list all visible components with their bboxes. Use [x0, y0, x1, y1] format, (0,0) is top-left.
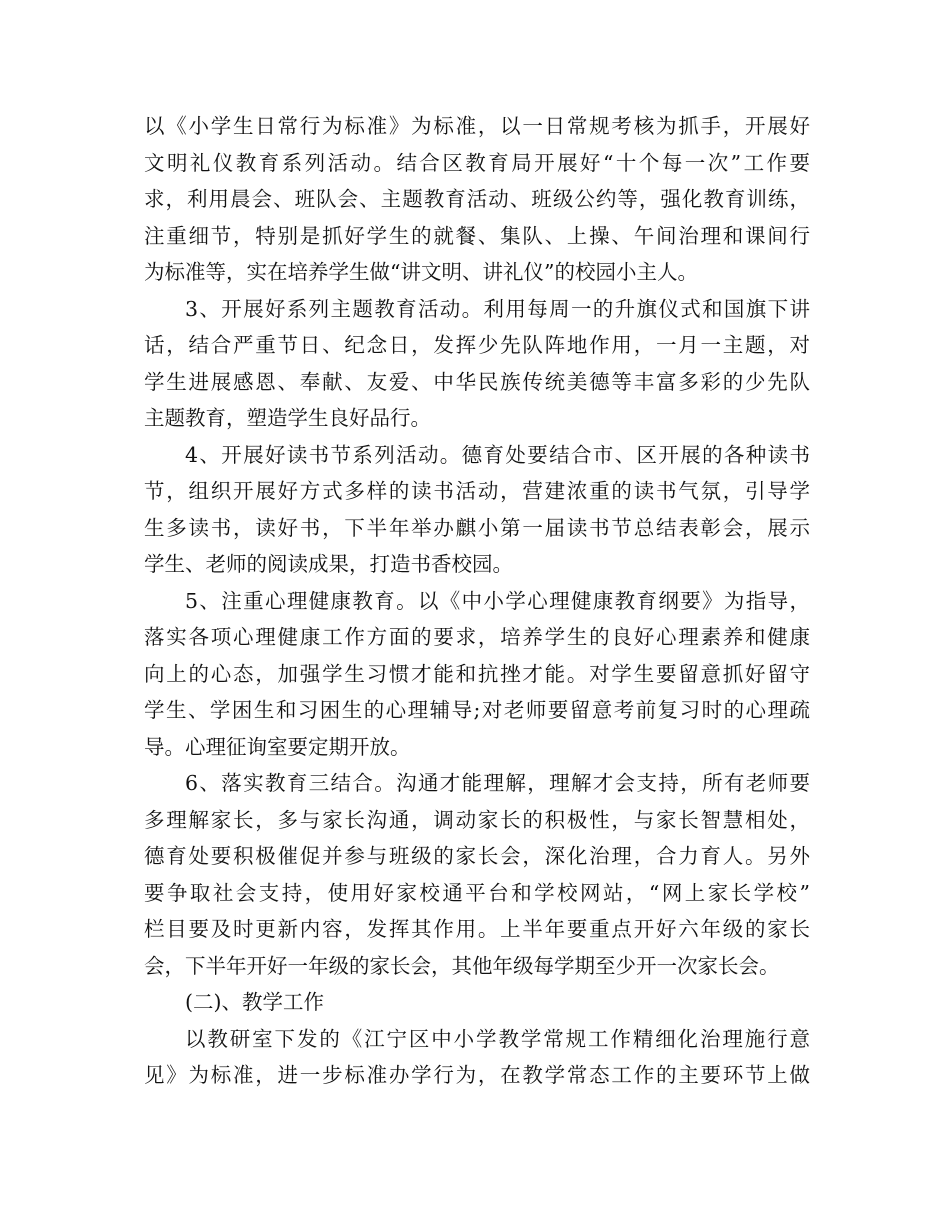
text-line: 5、注重心理健康教育。以《中小学心理健康教育纲要》为指导，: [185, 588, 810, 613]
document-body: [144, 108, 810, 1094]
text-line: 落实各项心理健康工作方面的要求，培养学生的良好心理素养和健康: [144, 625, 810, 649]
text-line: 多理解家长，多与家长沟通，调动家长的积极性，与家长智慧相处，: [144, 807, 810, 832]
text-line: 话，结合严重节日、纪念日，发挥少先队阵地作用，一月一主题，对: [144, 333, 810, 357]
text-line: 主题教育，塑造学生良好品行。: [144, 406, 431, 430]
text-line: 德育处要积极催促并参与班级的家长会，深化治理，合力育人。另外: [144, 844, 810, 868]
text-line: 生多读书，读好书，下半年举办麒小第一届读书节总结表彰会，展示: [144, 515, 810, 540]
text-line: 6、落实教育三结合。沟通才能理解，理解才会支持，所有老师要: [185, 771, 810, 795]
text-line: 3、开展好系列主题教育活动。利用每周一的升旗仪式和国旗下讲: [185, 296, 810, 321]
text-line: 栏目要及时更新内容，发挥其作用。上半年要重点开好六年级的家长: [144, 917, 810, 941]
text-line: 要争取社会支持，使用好家校通平台和学校网站，“网上家长学校”: [144, 880, 810, 905]
text-line: 节，组织开展好方式多样的读书活动，营建浓重的读书气氛，引导学: [144, 479, 810, 503]
text-line: 会，下半年开好一年级的家长会，其他年级每学期至少开一次家长会。: [144, 953, 780, 978]
text-line: 文明礼仪教育系列活动。结合区教育局开展好“十个每一次”工作要: [144, 150, 810, 175]
text-line: 学生、老师的阅读成果，打造书香校园。: [144, 552, 513, 576]
section-heading: (二)、教学工作: [185, 990, 324, 1014]
text-line: 见》为标准，进一步标准办学行为，在教学常态工作的主要环节上做: [144, 1063, 810, 1087]
text-line: 导。心理征询室要定期开放。: [144, 734, 411, 759]
text-line: 向上的心态，加强学生习惯才能和抗挫才能。对学生要留意抓好留守: [144, 661, 810, 686]
text-line: 学生进展感恩、奉献、友爱、中华民族传统美德等丰富多彩的少先队: [144, 369, 810, 394]
text-line: 以教研室下发的《江宁区中小学教学常规工作精细化治理施行意: [185, 1026, 810, 1051]
text-line: 求，利用晨会、班队会、主题教育活动、班级公约等，强化教育训练，: [144, 187, 810, 211]
text-line: 为标准等，实在培养学生做“讲文明、讲礼仪”的校园小主人。: [144, 260, 698, 284]
text-line: 学生、学困生和习困生的心理辅导;对老师要留意考前复习时的心理疏: [144, 698, 810, 722]
text-line: 注重细节，特别是抓好学生的就餐、集队、上操、午间治理和课间行: [144, 223, 810, 248]
text-line: 4、开展好读书节系列活动。德育处要结合市、区开展的各种读书: [185, 442, 810, 467]
text-line: 以《小学生日常行为标准》为标准，以一日常规考核为抓手，开展好: [144, 114, 810, 138]
